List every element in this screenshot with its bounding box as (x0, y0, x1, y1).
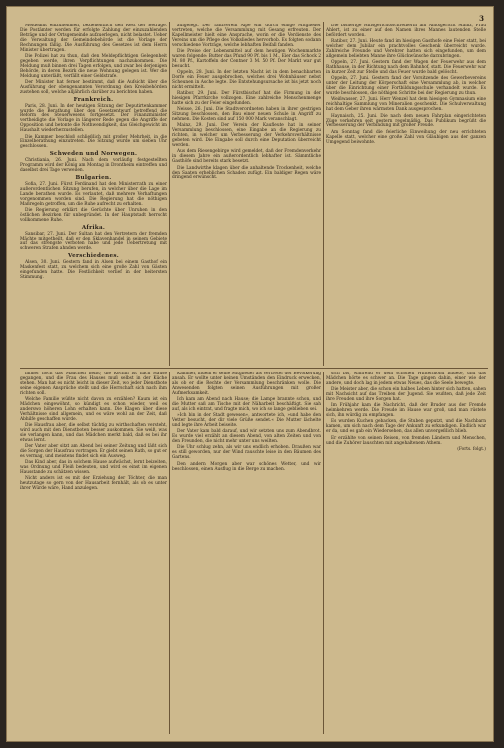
article-paragraph: Der Vater aber sitzt am Abend bei seiner Zeitung und läßt sich die Sorgen der Hausfrau vortragen. Er giebt seinen Rath, so gut er es vermag, und meistens findet sich ein Ausweg. (20, 444, 167, 459)
section-divider (20, 368, 488, 369)
article-paragraph: Der Vater kam bald darauf, und wir setzten uns zum Abendbrot. Es wurde viel erzählt an diesem Abend, von alten Zeiten und von den Freunden, die nicht mehr unter uns weilten. (172, 429, 321, 445)
column-feuilleton-right (326, 372, 486, 734)
article-paragraph: Christiania, 26. Juni. Nach dem vorläufig festgestellten Programm wird der König am Montag in Drontheim eintreffen und daselbst drei Tage verweilen. (20, 158, 167, 174)
column-rule (323, 372, 324, 734)
article-paragraph: Mainz, 29. Juni. Der Verein der Kaufleute hat in seiner Versammlung beschlossen, eine Eingabe an die Regierung zu richten, in welcher um Verbesserung der Verkehrsverhältnisse gebeten wird. Die Eingabe soll durch eine Deputation überreicht werden. (172, 123, 321, 149)
article-paragraph: Ratibor, 29. Juni. Der Fürstbischof hat die Firmung in der hiesigen Pfarrkirche vollzogen. Eine zahlreiche Menschenmenge hatte sich zu der Feier eingefunden. (172, 91, 321, 106)
article-paragraph: Die Polizei hat zu thun, daß den Meldepflichtigen Gelegenheit gegeben werde, ihren Verpflichtungen nachzukommen. Die Meldung muß binnen drei Tagen erfolgen, und zwar bei derjenigen Behörde, in deren Bezirk die neue Wohnung gelegen ist. Wer die Meldung unterläßt, verfällt einer Geldstrafe. (20, 53, 167, 79)
article-paragraph: Die Uhr schlug zehn, als wir uns endlich erhoben. Draußen war es still geworden, nur der Wind rauschte leise in den Bäumen des Gartens. (172, 445, 321, 461)
article-paragraph: Oppeln, 28. Juni. In der letzten Nacht ist in dem benachbarten Dorfe ein Feuer ausgebrochen, welches drei Wohnhäuser nebst Scheunen in Asche legte. Die Entstehungsursache ist bis jetzt noch nicht ermittelt. (172, 70, 321, 90)
article-paragraph: Den andern Morgen aber war schönes Wetter, und wir beschlossen, einen Ausflug in die Berge zu machen. (172, 461, 321, 472)
column-rule (169, 22, 170, 366)
column-feuilleton-left (20, 372, 167, 734)
newspaper-page (6, 6, 494, 742)
article-paragraph: Der Minister hat ferner bestimmt, daß die Aufsicht über die Ausführung der obengenannten Verordnung den Kreisbehörden zustehen soll, welche alljährlich darüber zu berichten haben. (20, 79, 167, 95)
section-heading: Verschiedenes. (67, 253, 120, 260)
article-paragraph: Die Hausfrau aber, die selbst tüchtig zu wirthschaften versteht, wird auch mit den Dienstboten besser auskommen. Sie weiß, was sie verlangen kann, und das Mädchen merkt bald, daß es bei ihr etwas lernt. (20, 423, 167, 443)
article-paragraph: Die bisherige Hilfsgerichtsschreiberin am Amtsgericht Mainz, Frau Ahlert, ist zu einer auf den Namen ihres Mannes lautenden Stelle befördert worden. (326, 24, 486, 38)
column-rule (323, 22, 324, 366)
column-top-left (20, 24, 167, 368)
article-paragraph: Sofia, 27. Juni. Fürst Ferdinand hat den Ministerrath zu einer außerordentlichen Sitzung berufen, in welcher über die Lage im Lande berathen wurde. Es verlautet, daß mehrere Verhaftungen vorgenommen worden sind. Die Regierung hat die nöthigen Maßregeln getroffen, um die Ruhe aufrecht zu erhalten. (20, 181, 167, 207)
section-heading: Bulgarien. (75, 174, 112, 181)
article-paragraph: Es wurden Kuchen gebacken, die Stuben geputzt, und die Nachbarn kamen, um sich nach dem Tage der Ankunft zu erkundigen. Endlich war er da, und es gab ein Wiedersehen, das allen unvergeßlich blieb. (326, 419, 486, 435)
article-paragraph: Im Frühjahr kam die Nachricht, daß der Bruder aus der Fremde heimkehren werde. Die Freude im Hause war groß, und man rüstete sich, ihn würdig zu empfangen. (326, 403, 486, 419)
article-paragraph: Das Kind aber, das in solchem Hause aufwächst, lernt beizeiten, was Ordnung und Fleiß bedeuten, und wird es einst im eigenen Hausstande zu schätzen wissen. (20, 460, 167, 476)
page-number: 3 (479, 14, 484, 23)
continuation-note: (Forts. folgt.) (457, 446, 486, 452)
article-paragraph: Ratibor, 27. Juni. Heute fand im hiesigen Gasthofe eine Feier statt, bei welcher dem Jubilar ein prachtvolles Geschenk überreicht wurde. Zahlreiche Freunde und Verehrer hatten sich eingefunden, um dem allgemein beliebten Manne ihre Glückwünsche darzubringen. (326, 39, 486, 59)
article-paragraph: Haynaisch, 25. Juni. Die nach dem neuen Fahrplan eingerichteten Züge verkehren seit gestern regelmäßig. Das Publikum begrüßt die Verbesserung der Verbindung mit großer Freude. (326, 113, 486, 129)
article-paragraph: Er erzählte von seinen Reisen, von fremden Ländern und Menschen, und die Zuhörer lauschten mit angehaltenem Athem. (326, 435, 486, 446)
article-paragraph: Sansibar, 27. Juni. Der Sultan hat den Vertretern der fremden Mächte mitgetheilt, daß er den Sklavenhandel in seinem Gebiete auf das strengste verboten habe und jede Uebertretung mit schweren Strafen ahnden werde. (20, 231, 167, 252)
section-heading: Afrika. (81, 224, 106, 231)
article-paragraph: Am Sonntag fand die feierliche Einweihung der neu errichteten Kapelle statt, welcher eine große Zahl von Gläubigen aus der ganzen Umgegend beiwohnte. (326, 129, 486, 145)
article-paragraph: Oppeln, 27. Juni. Gestern fand der Vorsitzende des Gewerbevereins unter der Leitung der Körperschaft eine Versammlung ab, in welcher über die Einrichtung einer Fortbildungsschule verhandelt wurde. Es wurde beschlossen, die nöthigen Schritte bei der Regierung zu thun. (326, 76, 486, 97)
article-paragraph: Nicht anders ist es mit der Erziehung der Töchter, die man heutzutage so gern von der Hausarbeit fernhält, als ob es unter ihrer Würde wäre, Hand anzulegen. (20, 476, 167, 492)
column-rule (169, 372, 170, 734)
section-heading: Frankreich. (73, 96, 114, 103)
article-paragraph: Meldeamt einzunehmen, beziehentlich den Rest der Betrage. Die Postämter werden für erfolgte Zahlung der einzuzahlenden Beträge und der Ortsgemeinde aufzuerlegen, nicht belastet. Ueber die Verwaltung der Gemeindebehörde ist die Vorlage der Rechnungen fällig. Die Ausführung des Gesetzes ist dem Herrn Minister übertragen. (20, 24, 167, 53)
article-paragraph: Alsen, 30. Juni. Gestern fand in Alsen bei einem Gasthof ein Maskenfest statt, zu welchem sich eine große Zahl von Gästen eingefunden hatte. Die Festlichkeit verlief in der heitersten Stimmung. (20, 260, 167, 280)
section-heading: Schweden und Norwegen. (49, 151, 138, 158)
article-paragraph: aufgelegt. Der Tanzverein Alpe war durch einige Mitglieder vertreten, welche die Versammlung mit Gesang erfreuten. Der Kapellmeister hielt eine Ansprache, worin er die Verdienste des Vereins um die Pflege des Volksliedes hervorhob. Es folgten sodann verschiedene Vorträge, welche lebhaften Beifall fanden. (172, 24, 321, 48)
article-paragraph: Aus dem Riesengebirge wird gemeldet, daß der Fremdenverkehr in diesem Jahre ein außerordentlich lebhafter ist. Sämmtliche Gasthöfe sind bereits stark besetzt. (172, 149, 321, 165)
article-paragraph: Weißwasser, 27. Juni. Herr Wenzel hat dem hiesigen Gymnasium eine reichhaltige Sammlung von Mineralien geschenkt. Die Schulverwaltung hat dem Geber ihren wärmsten Dank ausgesprochen. (326, 97, 486, 113)
article-paragraph: Neisse, 26. Juni. Die Stadtverordneten haben in ihrer gestrigen Sitzung beschlossen, den Bau einer neuen Schule in Angriff zu nehmen. Die Kosten sind auf 150 000 Mark veranschlagt. (172, 107, 321, 123)
article-paragraph: Ich kam am Abend nach Hause; die Lampe brannte schon, und die Mutter saß am Tische mit der Näharbeit beschäftigt. Sie sah auf, als ich eintrat, und fragte mich, wo ich so lange geblieben sei. (172, 397, 321, 412)
article-paragraph: sich bis, während er dem schönen Wintermond bildete, und das Mädchen hörte es schwer an. Die Tage gingen dahin, einer wie der andere, und doch lag in jedem etwas Neues, das die Seele bewegte. (326, 372, 486, 386)
article-paragraph: Die Landwirthe klagen über die anhaltende Trockenheit, welche den Saaten erheblichen Schaden zufügt. Ein baldiger Regen wäre dringend erwünscht. (172, 165, 321, 181)
column-top-right (326, 24, 486, 368)
article-paragraph: Welche Familie wüßte nicht davon zu erzählen? Kaum ist ein Mädchen eingewöhnt, so kündigt es schon wieder, weil es anderswo höheren Lohn erhalten kann. Die Klagen über diese Verhältnisse sind allgemein, und es wäre wohl an der Zeit, daß Abhilfe geschaffen würde. (20, 397, 167, 422)
article-paragraph: »Ich bin in der Stadt gewesen«, antwortete ich, »und habe den Vetter besucht, der dir viele Grüße sendet.« Die Mutter lächelte und legte ihre Arbeit beiseite. (172, 413, 321, 428)
column-feuilleton-middle (172, 372, 321, 734)
article-paragraph: Kammer, indem er seine Mitglieder als Vertreter der Bevölkerung ansah. Er wollte unter keinen Umständen den Eindruck erwecken, als ob er die Rechte der Versammlung beschränken wolle. Die Anwesenden folgten seinen Ausführungen mit großer Aufmerksamkeit. (172, 372, 321, 396)
article-paragraph: Die Meister aber, die schon ein halbes Leben hinter sich hatten, sahen mit Nachsicht auf das Treiben der Jugend. Sie wußten, daß jede Zeit ihre Freuden und ihre Sorgen hat. (326, 387, 486, 402)
article-paragraph: Die Regierung erklärt die Gerüchte über Unruhen in den östlichen Bezirken für unbegründet. In der Hauptstadt herrscht vollkommene Ruhe. (20, 207, 167, 223)
article-paragraph: Oppeln, 27. Juni. Gestern fand der Wagen der Feuerwehr aus dem Rathhause, in der Richtung nach dem Bahnhof, statt. Die Feuerwehr war in kurzer Zeit zur Stelle und das Feuer wurde bald gelöscht. (326, 60, 486, 76)
column-top-middle (172, 24, 321, 368)
article-paragraph: Die Kammer beschloß schließlich mit großer Mehrheit, in die Einzelberathung einzutreten. Die Sitzung wurde um sieben Uhr geschlossen. (20, 134, 167, 150)
article-paragraph: Paris, 28. Juni. In der heutigen Sitzung der Deputirtenkammer wurde die Berathung über den Gesetzentwurf betreffend die Reform des Steuerwesens fortgesetzt. Der Finanzminister vertheidigte die Vorlage in längerer Rede gegen die Angriffe der Opposition und betonte die Nothwendigkeit, das Gleichgewicht im Haushalt wiederherzustellen. (20, 103, 167, 134)
article-paragraph: Die Preise der Lebensmittel auf dem heutigen Wochenmarkte waren folgende: Butter das Pfund 90 Pf. bis 1 M., Eier das Schock 2 M. 80 Pf., Kartoffeln der Centner 3 M. 50 Pf. Der Markt war gut besucht. (172, 49, 321, 69)
article-paragraph: immer noch das Mädchen heißt; die Köchin ist nach Hause gegangen, und die Frau des Hauses muß selbst in der Küche stehen. Man hat es nicht leicht in dieser Zeit, wo jeder Dienstbote seine eigenen Ansprüche stellt und die Herrschaft sich nach ihm richten soll. (20, 372, 167, 396)
